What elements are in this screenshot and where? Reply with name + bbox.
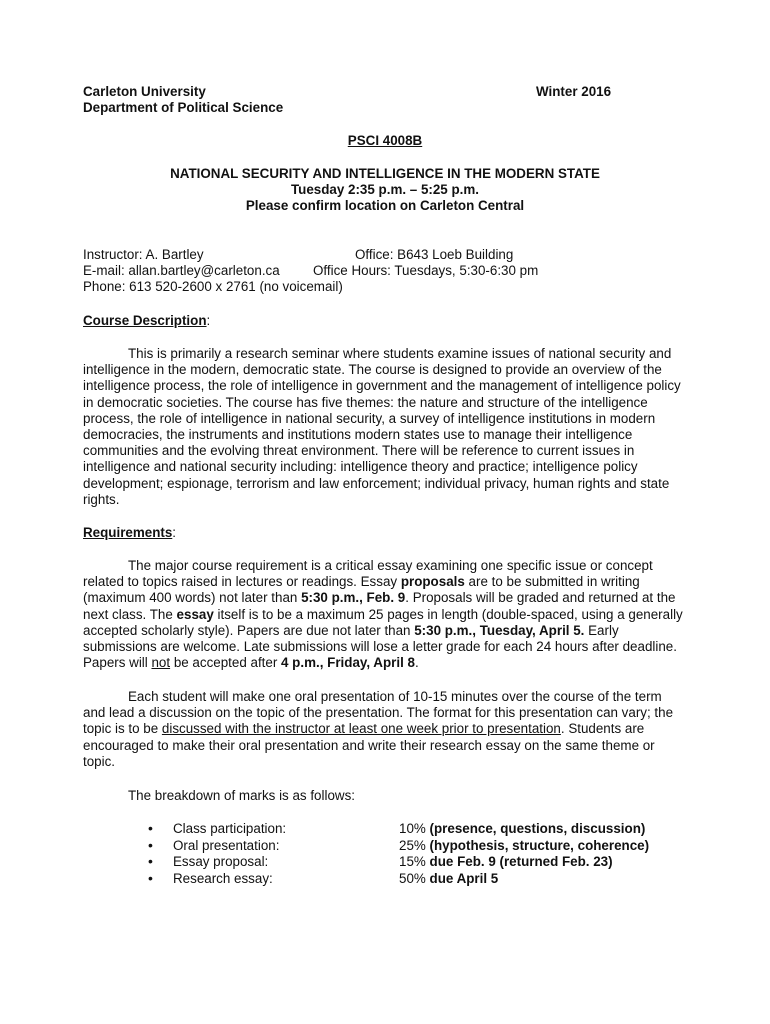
bold-essay-deadline: 5:30 p.m., Tuesday, April 5. (414, 622, 585, 638)
text: . (414, 655, 419, 671)
bullet: • (148, 820, 153, 836)
bullet: • (148, 870, 153, 886)
breakdown-intro: The breakdown of marks is as follows: (128, 788, 355, 803)
course-title: NATIONAL SECURITY AND INTELLIGENCE IN THE MODERN STATE (170, 166, 600, 181)
mark-percent (399, 871, 498, 886)
phone: Phone: 613 520-2600 x 2761 (no voicemail) (83, 279, 343, 294)
mark-percent (399, 854, 613, 869)
bold-proposal-deadline: 5:30 p.m., Feb. 9 (301, 590, 406, 606)
requirements-heading (83, 525, 176, 540)
bullet: • (148, 837, 153, 853)
percent: 25% (399, 838, 426, 853)
percent: 50% (399, 871, 426, 886)
course-description-heading (83, 313, 210, 328)
heading-colon: : (172, 525, 177, 540)
university-name: Carleton University (83, 84, 206, 99)
mark-note: (presence, questions, discussion) (429, 821, 646, 836)
underlined-discussion-note: discussed with the instructor at least one week prior to presentation (161, 721, 561, 737)
percent: 10% (399, 821, 426, 836)
bold-essay: essay (176, 606, 214, 622)
text: be accepted after (170, 655, 282, 671)
requirements-paragraph-1 (83, 558, 683, 671)
department-name: Department of Political Science (83, 100, 284, 115)
heading-text: Course Description (83, 313, 207, 328)
mark-item: Research essay: (173, 871, 273, 886)
mark-item: Class participation: (173, 821, 287, 836)
heading-colon: : (206, 313, 211, 328)
course-description-text: This is primarily a research seminar where students examine issues of national security and intelligence in the modern, democratic state. The course is designed to provide an overview of the intelligence process, the role of intelligence in government and the management of intelligence policy in democratic societies. The course has five themes: the nature and structure of the intelligence process, the role of intelligence in national security, a survey of intelligence institutions in modern democracies, the instruments and institutions modern states use to manage their intelligence communities and the evolving threat environment. There will be reference to current issues in intelligence and national security including: intelligence theory and practice; intelligence policy development; espionage, terrorism and law enforcement; individual privacy, human rights and state rights. (83, 346, 681, 507)
requirements-paragraph-2 (83, 689, 683, 770)
bullet: • (148, 853, 153, 869)
text: itself is to be a maximum 25 pages in length (double-spaced, using a generally accepted scholarly style). Papers are due not later than (83, 606, 683, 638)
text: Each student will make one oral presentation of 10-15 minutes over the course of the term and lead a discussion on the topic of the presentation. The format for this presentation can vary; the topic is to be (83, 689, 674, 737)
mark-item: Essay proposal: (173, 854, 269, 869)
bold-final-deadline: 4 p.m., Friday, April 8 (281, 655, 415, 671)
text: Early submissions are welcome. Late submissions will lose a letter grade for each 24 hours after deadline. Papers will (83, 622, 677, 671)
office-hours: Office Hours: Tuesdays, 5:30-6:30 pm (313, 263, 539, 278)
text: are to be submitted in writing (maximum 400 words) not later than (83, 574, 640, 606)
text: The major course requirement is a critical essay examining one specific issue or concept related to topics raised in lectures or readings. Essay (83, 558, 653, 590)
course-code: PSCI 4008B (347, 133, 423, 148)
text: . Students are encouraged to make their oral presentation and write their research essay on the same theme or topic. (83, 721, 655, 769)
email: E-mail: allan.bartley@carleton.ca (83, 263, 280, 278)
office: Office: B643 Loeb Building (355, 247, 514, 262)
heading-text: Requirements (83, 525, 173, 540)
percent: 15% (399, 854, 426, 869)
mark-note: (hypothesis, structure, coherence) (429, 838, 650, 853)
mark-note: due Feb. 9 (returned Feb. 23) (429, 854, 613, 869)
mark-item: Oral presentation: (173, 838, 280, 853)
underlined-not: not (151, 655, 171, 671)
term: Winter 2016 (536, 84, 612, 99)
location-note: Please confirm location on Carleton Central (245, 198, 525, 213)
text: . Proposals will be graded and returned at the next class. The (83, 590, 676, 622)
mark-note: due April 5 (429, 871, 499, 886)
bold-proposals: proposals (400, 574, 465, 590)
mark-percent (399, 821, 645, 836)
mark-percent (399, 838, 649, 853)
course-time: Tuesday 2:35 p.m. – 5:25 p.m. (290, 182, 480, 197)
instructor: Instructor: A. Bartley (83, 247, 204, 262)
